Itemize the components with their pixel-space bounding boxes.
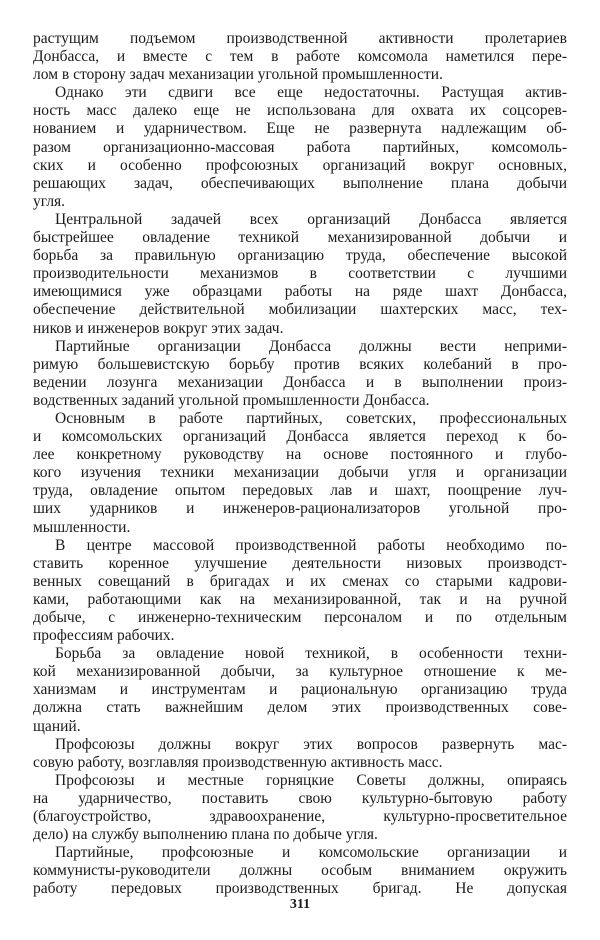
text-line: Однако эти сдвиги все еще недостаточны. Растущая актив-: [55, 84, 567, 102]
paragraph: [33, 84, 567, 211]
text-line: Центральной задачей всех организаций Донбасса является: [55, 210, 567, 228]
paragraph: [33, 338, 567, 410]
text-line: имеющимися уже образцами работы на ряде шахт Донбасса,: [33, 283, 567, 301]
text-line: лее конкретному руководству на основе постоянного и глубо-: [33, 446, 567, 464]
text-line: ханизмам и инструментам и рациональную организацию труда: [33, 681, 567, 699]
text-line: венных совещаний в бригадах и их сменах со старыми кадрови-: [33, 572, 567, 590]
text-line: и комсомольских организаций Донбасса является переход к бо-: [33, 428, 567, 446]
text-line: работу передовых производственных бригад. Не допуская: [33, 880, 567, 898]
page-body-text: [33, 30, 567, 899]
text-line: римую большевистскую борьбу против всяких колебаний в про-: [33, 355, 567, 373]
text-line: производительности механизмов в соответствии с лучшими: [33, 265, 567, 283]
text-line: В центре массовой производственной работы необходимо по-: [55, 536, 567, 554]
text-line: ставить коренное улучшение деятельности низовых производст-: [33, 554, 567, 572]
page-number: 311: [289, 897, 311, 912]
text-line: профессиям рабочих.: [33, 627, 175, 645]
text-line: быстрейшее овладение техникой механизированной добычи и: [33, 229, 567, 247]
paragraph: [33, 30, 567, 84]
text-line: нованием и ударничеством. Еще не развернута надлежащим об-: [33, 120, 567, 138]
paragraph: [33, 645, 567, 735]
text-line: Профсоюзы и местные горняцкие Советы должны, опираясь: [55, 771, 567, 789]
text-line: Профсоюзы должны вокруг этих вопросов развернуть мас-: [55, 735, 567, 753]
text-line: ность масс далеко еще не использована для охвата их соцсорев-: [33, 102, 567, 120]
paragraph: [33, 844, 567, 898]
text-line: труда, овладение опытом передовых лав и шахт, поощрение луч-: [33, 482, 567, 500]
paragraph: [33, 736, 567, 772]
text-line: водственных заданий угольной промышленности Донбасса.: [33, 391, 430, 409]
text-line: ведении лозунга механизации Донбасса и в выполнении произ-: [33, 373, 567, 391]
text-line: щаний.: [33, 717, 81, 735]
text-line: ших ударников и инженеров-рационализаторов угольной про-: [33, 500, 567, 518]
text-line: добыче, с инженерно-техническим персоналом и по отдельным: [33, 609, 567, 626]
text-line: ками, работающими как на механизированной, так и на ручной: [33, 590, 567, 608]
text-line: кого изучения техники механизации добычи угля и организации: [33, 464, 567, 482]
paragraph: [33, 410, 567, 537]
paragraph: [33, 211, 567, 338]
text-line: должна стать важнейшим делом этих производственных сове-: [33, 699, 567, 717]
text-line: лом в сторону задач механизации угольной промышленности.: [33, 66, 443, 84]
paragraph: [33, 772, 567, 844]
text-line: Партийные организации Донбасса должны вести неприми-: [55, 337, 567, 355]
text-line: обеспечение действительной мобилизации шахтерских масс, тех-: [33, 301, 567, 319]
text-line: коммунисты-руководители должны особым вниманием окружить: [33, 862, 567, 880]
text-line: кой механизированной добычи, за культурное отношение к ме-: [33, 663, 567, 681]
text-line: растущим подъемом производственной активности пролетариев: [33, 30, 567, 47]
text-line: решающих задач, обеспечивающих выполнение плана добычи: [33, 174, 567, 192]
text-line: на ударничество, поставить свою культурно-бытовую работу: [33, 789, 567, 807]
text-line: разом организационно-массовая работа партийных, комсомоль-: [33, 138, 567, 156]
text-line: Основным в работе партийных, советских, профессиональных: [55, 409, 567, 427]
text-line: угля.: [33, 192, 66, 210]
text-line: (благоустройство, здравоохранение, культурно-просветительное: [33, 808, 567, 826]
text-line: Партийные, профсоюзные и комсомольские организации и: [55, 844, 567, 862]
text-line: Донбасса, и вместе с тем в работе комсомола наметился пере-: [33, 48, 567, 66]
text-line: борьба за правильную организацию труда, обеспечение высокой: [33, 247, 567, 265]
paragraph: [33, 537, 567, 646]
text-line: совую работу, возглавляя производственную активность масс.: [33, 753, 443, 771]
text-line: дело) на службу выполнению плана по добыче угля.: [33, 826, 378, 844]
text-line: ских и особенно профсоюзных организаций вокруг основных,: [33, 156, 567, 174]
text-line: ников и инженеров вокруг этих задач.: [33, 319, 284, 337]
text-line: мышленности.: [33, 518, 131, 536]
text-line: Борьба за овладение новой техникой, в особенности техни-: [55, 645, 567, 663]
